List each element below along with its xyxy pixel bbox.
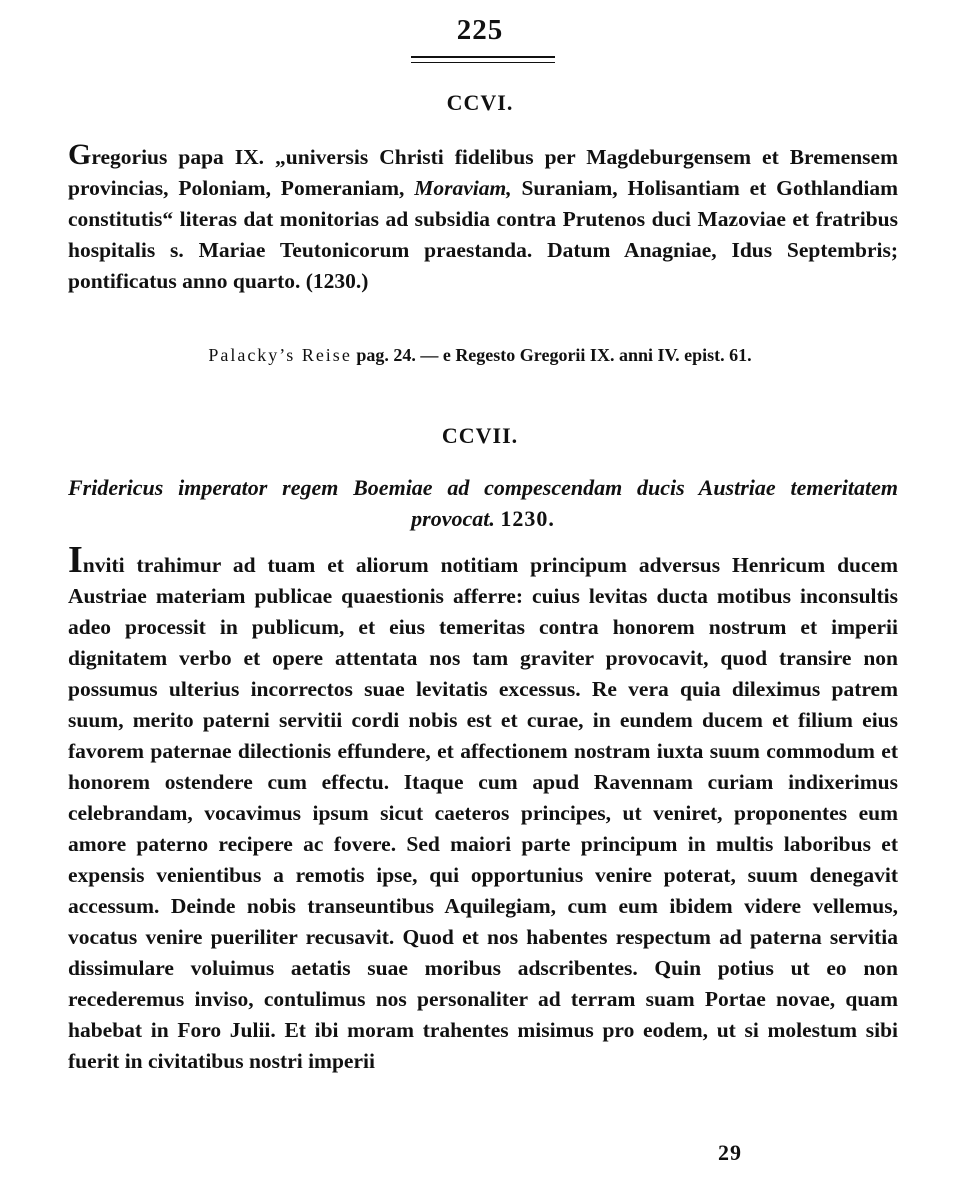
- document-subtitle: [68, 472, 898, 534]
- summary-text: regorius papa IX. „universis Christi fidelibus per Magdeburgensem et Bremensem provincias, Poloniam, Pomeraniam,: [68, 145, 898, 200]
- document-body: [68, 539, 898, 1077]
- document-summary: [68, 138, 898, 297]
- summary-italic-term: Moraviam,: [414, 176, 512, 200]
- document-number: CCVII.: [441, 423, 519, 448]
- signature-mark: 29: [718, 1140, 742, 1165]
- source-reference: pag. 24. — e Regesto Gregorii IX. anni IV. epist. 61.: [351, 345, 752, 365]
- header-rule: [411, 56, 555, 63]
- drop-cap: G: [68, 138, 92, 171]
- page-number: 225: [456, 14, 504, 46]
- subtitle-year: 1230.: [500, 506, 555, 531]
- subtitle-text: Fridericus imperator regem Boemiae ad compescendam ducis Austriae temeritatem provocat.: [68, 475, 898, 531]
- document-number: CCVI.: [446, 90, 514, 115]
- source-citation: [0, 345, 960, 366]
- body-text: nviti trahimur ad tuam et aliorum notitiam principum adversus Henricum ducem Austriae materiam publicae quaestionis afferre: cuius levitas ducta motibus inconsultis adeo processit in publicum, et eius temeritas contra honorem nostrum et imperii dignitatem verbo et opere attentata nos tam graviter provocavit, quod transire non possumus ulterius incorrectos suae levitatis excessus. Re vera quia dileximus patrem suum, merito paterni servitii cordi nobis est et curae, in eundem ducem et filium eius favorem paternae dilectionis effundere, et affectionem nostram iuxta suum commodum et honorem ostendere cum effectu. Itaque cum apud Ravennam curiam indixerimus celebrandam, vocavimus ipsum sicut caeteros principes, ut veniret, proponentes eum amore paterno recipere ac fovere. Sed maiori parte principum in multis laboribus et expensis venientibus a remotis ipse, qui opportunius venire poterat, suum denegavit accessum. Deinde nobis transeuntibus Aquilegiam, cum eum ibidem videre vellemus, vocatus venire pueriliter recusavit. Quod et nos habentes respectum ad paterna servitia dissimulare voluimus aetatis suae moribus adscribentes. Quin potius ut eo non recederemus inviso, contulimus nos personaliter ad terram suam Portae novae, quam habebat in Foro Julii. Et ibi moram trahentes misimus pro eodem, ut si molestum sibi fuerit in civitatibus nostri imperii: [68, 553, 898, 1073]
- source-title: Palacky’s Reise: [208, 345, 352, 365]
- drop-cap: I: [68, 539, 83, 581]
- summary-text-continued: Suraniam, Holisantiam et Gothlandiam constitutis“ literas dat monitorias ad subsidia contra Prutenos duci Mazoviae et fratribus hospitalis s. Mariae Teutonicorum praestanda. Datum Anagniae, Idus Septembris; pontificatus anno quarto. (1230.): [68, 176, 898, 293]
